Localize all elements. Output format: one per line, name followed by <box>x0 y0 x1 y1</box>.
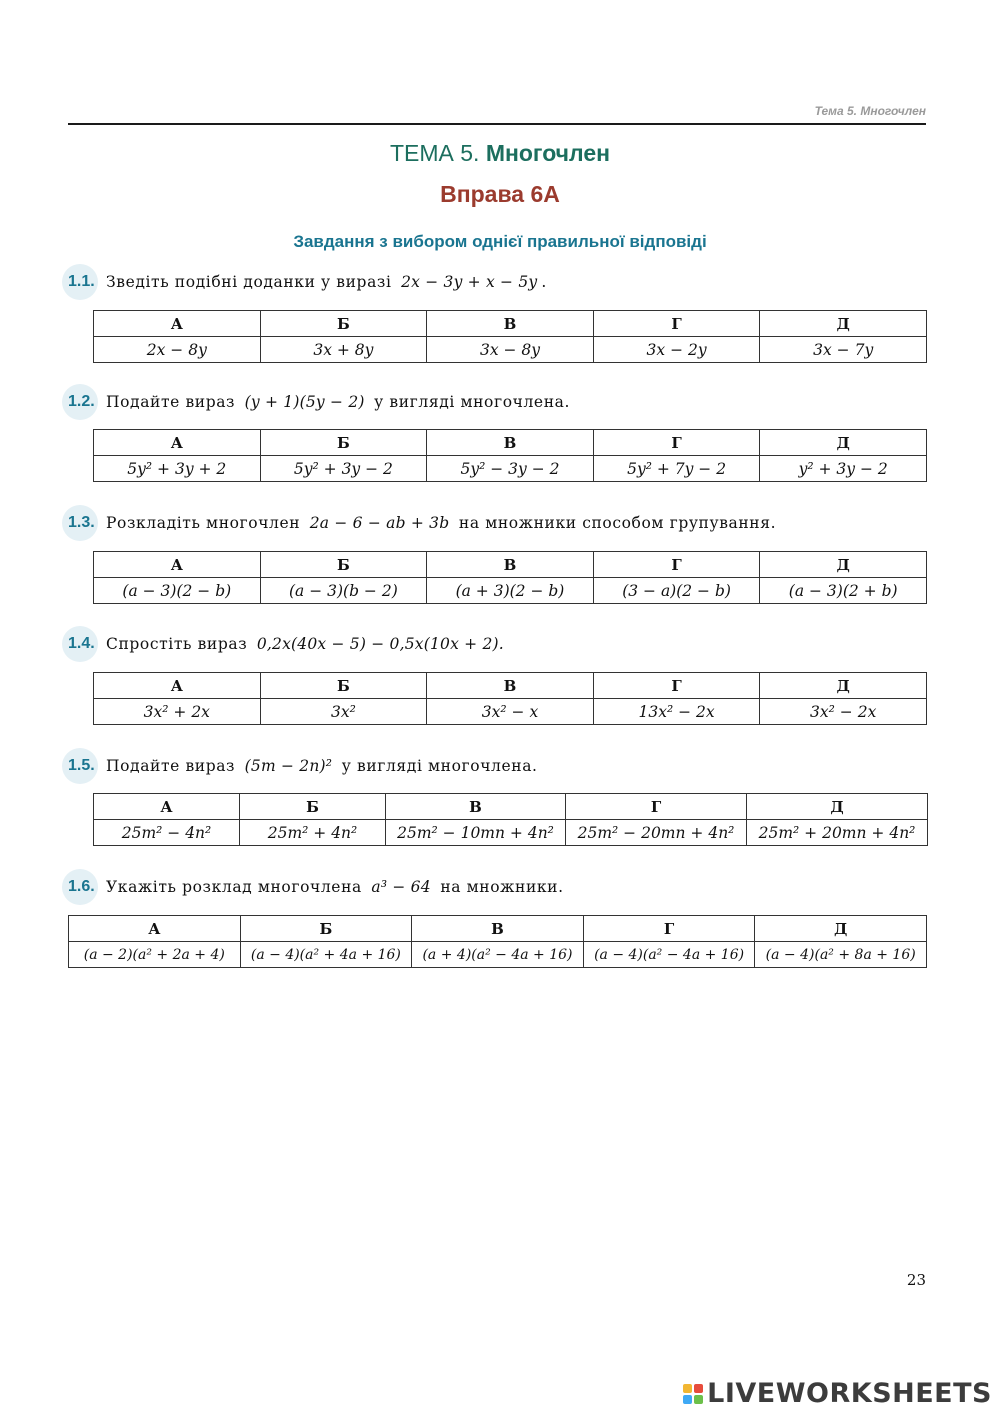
option-letter-h: Г <box>593 552 760 578</box>
answer-table-1-1 <box>93 310 927 363</box>
task-number: 1.5. <box>68 751 102 781</box>
logo-mark-icon <box>683 1384 703 1404</box>
option-b[interactable]: 5y² + 3y − 2 <box>260 456 427 482</box>
option-letter-a: А <box>94 430 261 456</box>
question-expression: (5m − 2n)² <box>244 757 333 775</box>
task-question <box>106 629 508 659</box>
option-letter-h: Г <box>593 311 760 337</box>
option-letter-v: В <box>427 430 594 456</box>
question-text: Зведіть подібні доданки у виразі <box>106 273 392 291</box>
option-letter-a: А <box>94 794 240 820</box>
question-text: Розкладіть многочлен <box>106 514 301 532</box>
option-v[interactable]: (a + 3)(2 − b) <box>427 578 594 604</box>
option-letter-d: Д <box>755 916 927 942</box>
option-b[interactable]: 3x + 8y <box>260 337 427 363</box>
option-d[interactable]: 3x² − 2x <box>760 699 927 725</box>
task-1-2 <box>68 387 926 417</box>
option-h[interactable]: (3 − a)(2 − b) <box>593 578 760 604</box>
task-number: 1.1. <box>68 267 102 297</box>
option-letter-d: Д <box>760 673 927 699</box>
answer-table-1-4 <box>93 672 927 725</box>
question-text-after: на множники. <box>440 878 564 896</box>
answer-table-1-2 <box>93 429 927 482</box>
option-letter-b: Б <box>260 430 427 456</box>
task-1-5 <box>68 751 926 781</box>
task-number: 1.3. <box>68 508 102 538</box>
option-letter-d: Д <box>747 794 928 820</box>
logo-text: LIVEWORKSHEETS <box>707 1378 992 1409</box>
option-d[interactable]: (a − 3)(2 + b) <box>760 578 927 604</box>
option-v[interactable]: 5y² − 3y − 2 <box>427 456 594 482</box>
question-expression: 0,2x(40x − 5) − 0,5x(10x + 2). <box>256 635 504 653</box>
option-d[interactable]: (a − 4)(a² + 8a + 16) <box>755 942 927 968</box>
option-h[interactable]: 25m² − 20mn + 4n² <box>566 820 747 846</box>
question-text: Спростіть вираз <box>106 635 248 653</box>
page-number: 23 <box>906 1271 926 1289</box>
task-question <box>106 508 776 538</box>
task-question <box>106 872 564 902</box>
option-letter-h: Г <box>593 430 760 456</box>
option-v[interactable]: 25m² − 10mn + 4n² <box>386 820 566 846</box>
question-expression: a³ − 64 <box>371 878 431 896</box>
question-text-after: . <box>541 273 547 291</box>
answer-table-1-3 <box>93 551 927 604</box>
question-expression: 2x − 3y + x − 5y <box>401 273 538 291</box>
header-rule <box>68 123 926 125</box>
option-a[interactable]: 2x − 8y <box>94 337 261 363</box>
option-letter-d: Д <box>760 430 927 456</box>
topic-title <box>0 140 1000 167</box>
option-v[interactable]: 3x − 8y <box>427 337 594 363</box>
option-a[interactable]: 3x² + 2x <box>94 699 261 725</box>
option-h[interactable]: 3x − 2y <box>593 337 760 363</box>
task-number: 1.6. <box>68 872 102 902</box>
liveworksheets-logo[interactable] <box>683 1378 992 1409</box>
question-text-after: у вигляді многочлена. <box>374 393 570 411</box>
option-v[interactable]: 3x² − x <box>427 699 594 725</box>
question-text: Подайте вираз <box>106 393 236 411</box>
option-letter-v: В <box>386 794 566 820</box>
option-b[interactable]: (a − 4)(a² + 4a + 16) <box>240 942 412 968</box>
option-letter-h: Г <box>593 673 760 699</box>
option-letter-b: Б <box>260 311 427 337</box>
option-letter-a: А <box>69 916 241 942</box>
option-letter-h: Г <box>566 794 747 820</box>
option-d[interactable]: 3x − 7y <box>760 337 927 363</box>
answer-table-1-6 <box>68 915 927 968</box>
task-question <box>106 267 547 297</box>
task-1-4 <box>68 629 926 659</box>
task-1-3 <box>68 508 926 538</box>
option-d[interactable]: y² + 3y − 2 <box>760 456 927 482</box>
option-letter-b: Б <box>240 916 412 942</box>
question-text: Подайте вираз <box>106 757 236 775</box>
task-1-1 <box>68 267 926 297</box>
option-letter-v: В <box>427 311 594 337</box>
question-text: Укажіть розклад многочлена <box>106 878 362 896</box>
option-a[interactable]: 25m² − 4n² <box>94 820 240 846</box>
option-a[interactable]: 5y² + 3y + 2 <box>94 456 261 482</box>
option-h[interactable]: 5y² + 7y − 2 <box>593 456 760 482</box>
topic-name: Многочлен <box>485 140 611 166</box>
option-h[interactable]: (a − 4)(a² − 4a + 16) <box>583 942 755 968</box>
option-letter-v: В <box>427 552 594 578</box>
option-h[interactable]: 13x² − 2x <box>593 699 760 725</box>
option-d[interactable]: 25m² + 20mn + 4n² <box>747 820 928 846</box>
option-letter-d: Д <box>760 552 927 578</box>
option-b[interactable]: 3x² <box>260 699 427 725</box>
option-letter-a: А <box>94 552 261 578</box>
exercise-title: Вправа 6А <box>440 181 560 207</box>
option-a[interactable]: (a − 3)(2 − b) <box>94 578 261 604</box>
task-1-6 <box>68 872 926 902</box>
section-title: Завдання з вибором однієї правильної відповіді <box>293 232 707 251</box>
task-question <box>106 751 538 781</box>
option-letter-v: В <box>427 673 594 699</box>
task-question <box>106 387 570 417</box>
running-head: Тема 5. Многочлен <box>814 104 926 118</box>
option-letter-h: Г <box>583 916 755 942</box>
task-number: 1.2. <box>68 387 102 417</box>
option-b[interactable]: (a − 3)(b − 2) <box>260 578 427 604</box>
topic-prefix: ТЕМА 5. <box>389 140 480 166</box>
option-v[interactable]: (a + 4)(a² − 4a + 16) <box>412 942 584 968</box>
option-letter-b: Б <box>240 794 386 820</box>
option-letter-a: А <box>94 311 261 337</box>
question-expression: 2a − 6 − ab + 3b <box>309 514 450 532</box>
answer-table-1-5 <box>93 793 928 846</box>
option-a[interactable]: (a − 2)(a² + 2a + 4) <box>69 942 241 968</box>
option-letter-v: В <box>412 916 584 942</box>
option-letter-b: Б <box>260 673 427 699</box>
option-letter-d: Д <box>760 311 927 337</box>
question-text-after: у вигляді многочлена. <box>341 757 538 775</box>
option-b[interactable]: 25m² + 4n² <box>240 820 386 846</box>
question-expression: (y + 1)(5y − 2) <box>244 393 365 411</box>
task-number: 1.4. <box>68 629 102 659</box>
question-text-after: на множники способом групування. <box>458 514 777 532</box>
option-letter-b: Б <box>260 552 427 578</box>
option-letter-a: А <box>94 673 261 699</box>
